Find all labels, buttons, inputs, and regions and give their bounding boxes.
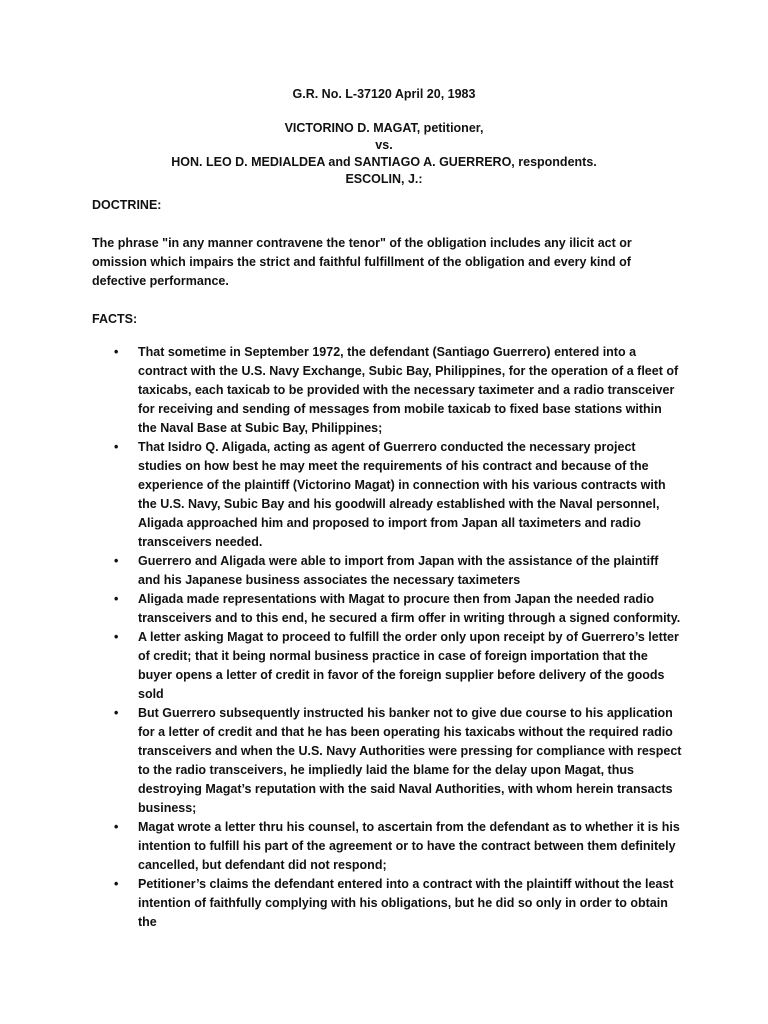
bullet-icon: • bbox=[114, 554, 119, 568]
fact-text: Petitioner’s claims the defendant entered into a contract with the plaintiff without the least intention of faithfully complying with his obligations, but he did so only in order to obtain the bbox=[138, 877, 674, 929]
facts-list-item bbox=[92, 818, 682, 875]
fact-text: Guerrero and Aligada were able to import from Japan with the assistance of the plaintiff and his Japanese business associates the necessary taximeters bbox=[138, 554, 659, 587]
bullet-icon: • bbox=[114, 345, 119, 359]
case-header bbox=[0, 86, 768, 188]
ponente-line: ESCOLIN, J.: bbox=[345, 172, 423, 186]
doctrine-heading: DOCTRINE: bbox=[92, 198, 162, 212]
document-body bbox=[92, 196, 682, 932]
doctrine-text: The phrase "in any manner contravene the tenor" of the obligation includes any ilicit act or omission which impairs the strict and faithful fulfillment of the obligation and every kind of defective performance. bbox=[92, 236, 632, 288]
facts-list-item bbox=[92, 438, 682, 552]
bullet-icon: • bbox=[114, 630, 119, 644]
facts-list-item bbox=[92, 590, 682, 628]
bullet-icon: • bbox=[114, 706, 119, 720]
fact-text: A letter asking Magat to proceed to fulfill the order only upon receipt by of Guerrero’s letter of credit; that it being normal business practice in case of foreign importation that the buyer opens a letter of credit in favor of the foreign supplier before delivery of the goods sold bbox=[138, 630, 679, 701]
bullet-icon: • bbox=[114, 820, 119, 834]
fact-text: Magat wrote a letter thru his counsel, to ascertain from the defendant as to whether it is his intention to fulfill his part of the agreement or to have the contract between them definitely cancelled, but defendant did not respond; bbox=[138, 820, 680, 872]
fact-text: That Isidro Q. Aligada, acting as agent of Guerrero conducted the necessary project studies on how best he may meet the requirements of his contract and because of the experience of the plaintiff (Victorino Magat) in connection with his various contracts with the U.S. Navy, Subic Bay and his goodwill already established with the Naval personnel, Aligada approached him and proposed to import from Japan all taximeters and radio transceivers needed. bbox=[138, 440, 666, 549]
facts-heading: FACTS: bbox=[92, 312, 138, 326]
fact-text: That sometime in September 1972, the defendant (Santiago Guerrero) entered into a contract with the U.S. Navy Exchange, Subic Bay, Philippines, for the operation of a fleet of taxicabs, each taxicab to be provided with the necessary taximeter and a radio transceiver for receiving and sending of messages from mobile taxicab to fixed base stations within the Naval Base at Subic Bay, Philippines; bbox=[138, 345, 679, 435]
fact-text: But Guerrero subsequently instructed his banker not to give due course to his application for a letter of credit and that he has been operating his taxicabs without the required radio transceivers and when the U.S. Navy Authorities were pressing for compliance with respect to the radio transceivers, he impliedly laid the blame for the delay upon Magat, thus destroying Magat’s reputation with the said Naval Authorities, with whom herein transacts business; bbox=[138, 706, 682, 815]
bullet-icon: • bbox=[114, 440, 119, 454]
facts-list-item bbox=[92, 343, 682, 438]
respondents-line: HON. LEO D. MEDIALDEA and SANTIAGO A. GUERRERO, respondents. bbox=[171, 155, 597, 169]
facts-list-item bbox=[92, 628, 682, 704]
fact-text: Aligada made representations with Magat to procure then from Japan the needed radio transceivers and to this end, he secured a firm offer in writing through a signed conformity. bbox=[138, 592, 681, 625]
case-citation: G.R. No. L-37120 April 20, 1983 bbox=[292, 87, 476, 101]
facts-list-item bbox=[92, 704, 682, 818]
facts-list bbox=[92, 343, 682, 932]
facts-list-item bbox=[92, 552, 682, 590]
petitioner-line: VICTORINO D. MAGAT, petitioner, bbox=[284, 121, 484, 135]
versus-line: vs. bbox=[375, 138, 393, 152]
facts-list-item bbox=[92, 875, 682, 932]
bullet-icon: • bbox=[114, 592, 119, 606]
bullet-icon: • bbox=[114, 877, 119, 891]
